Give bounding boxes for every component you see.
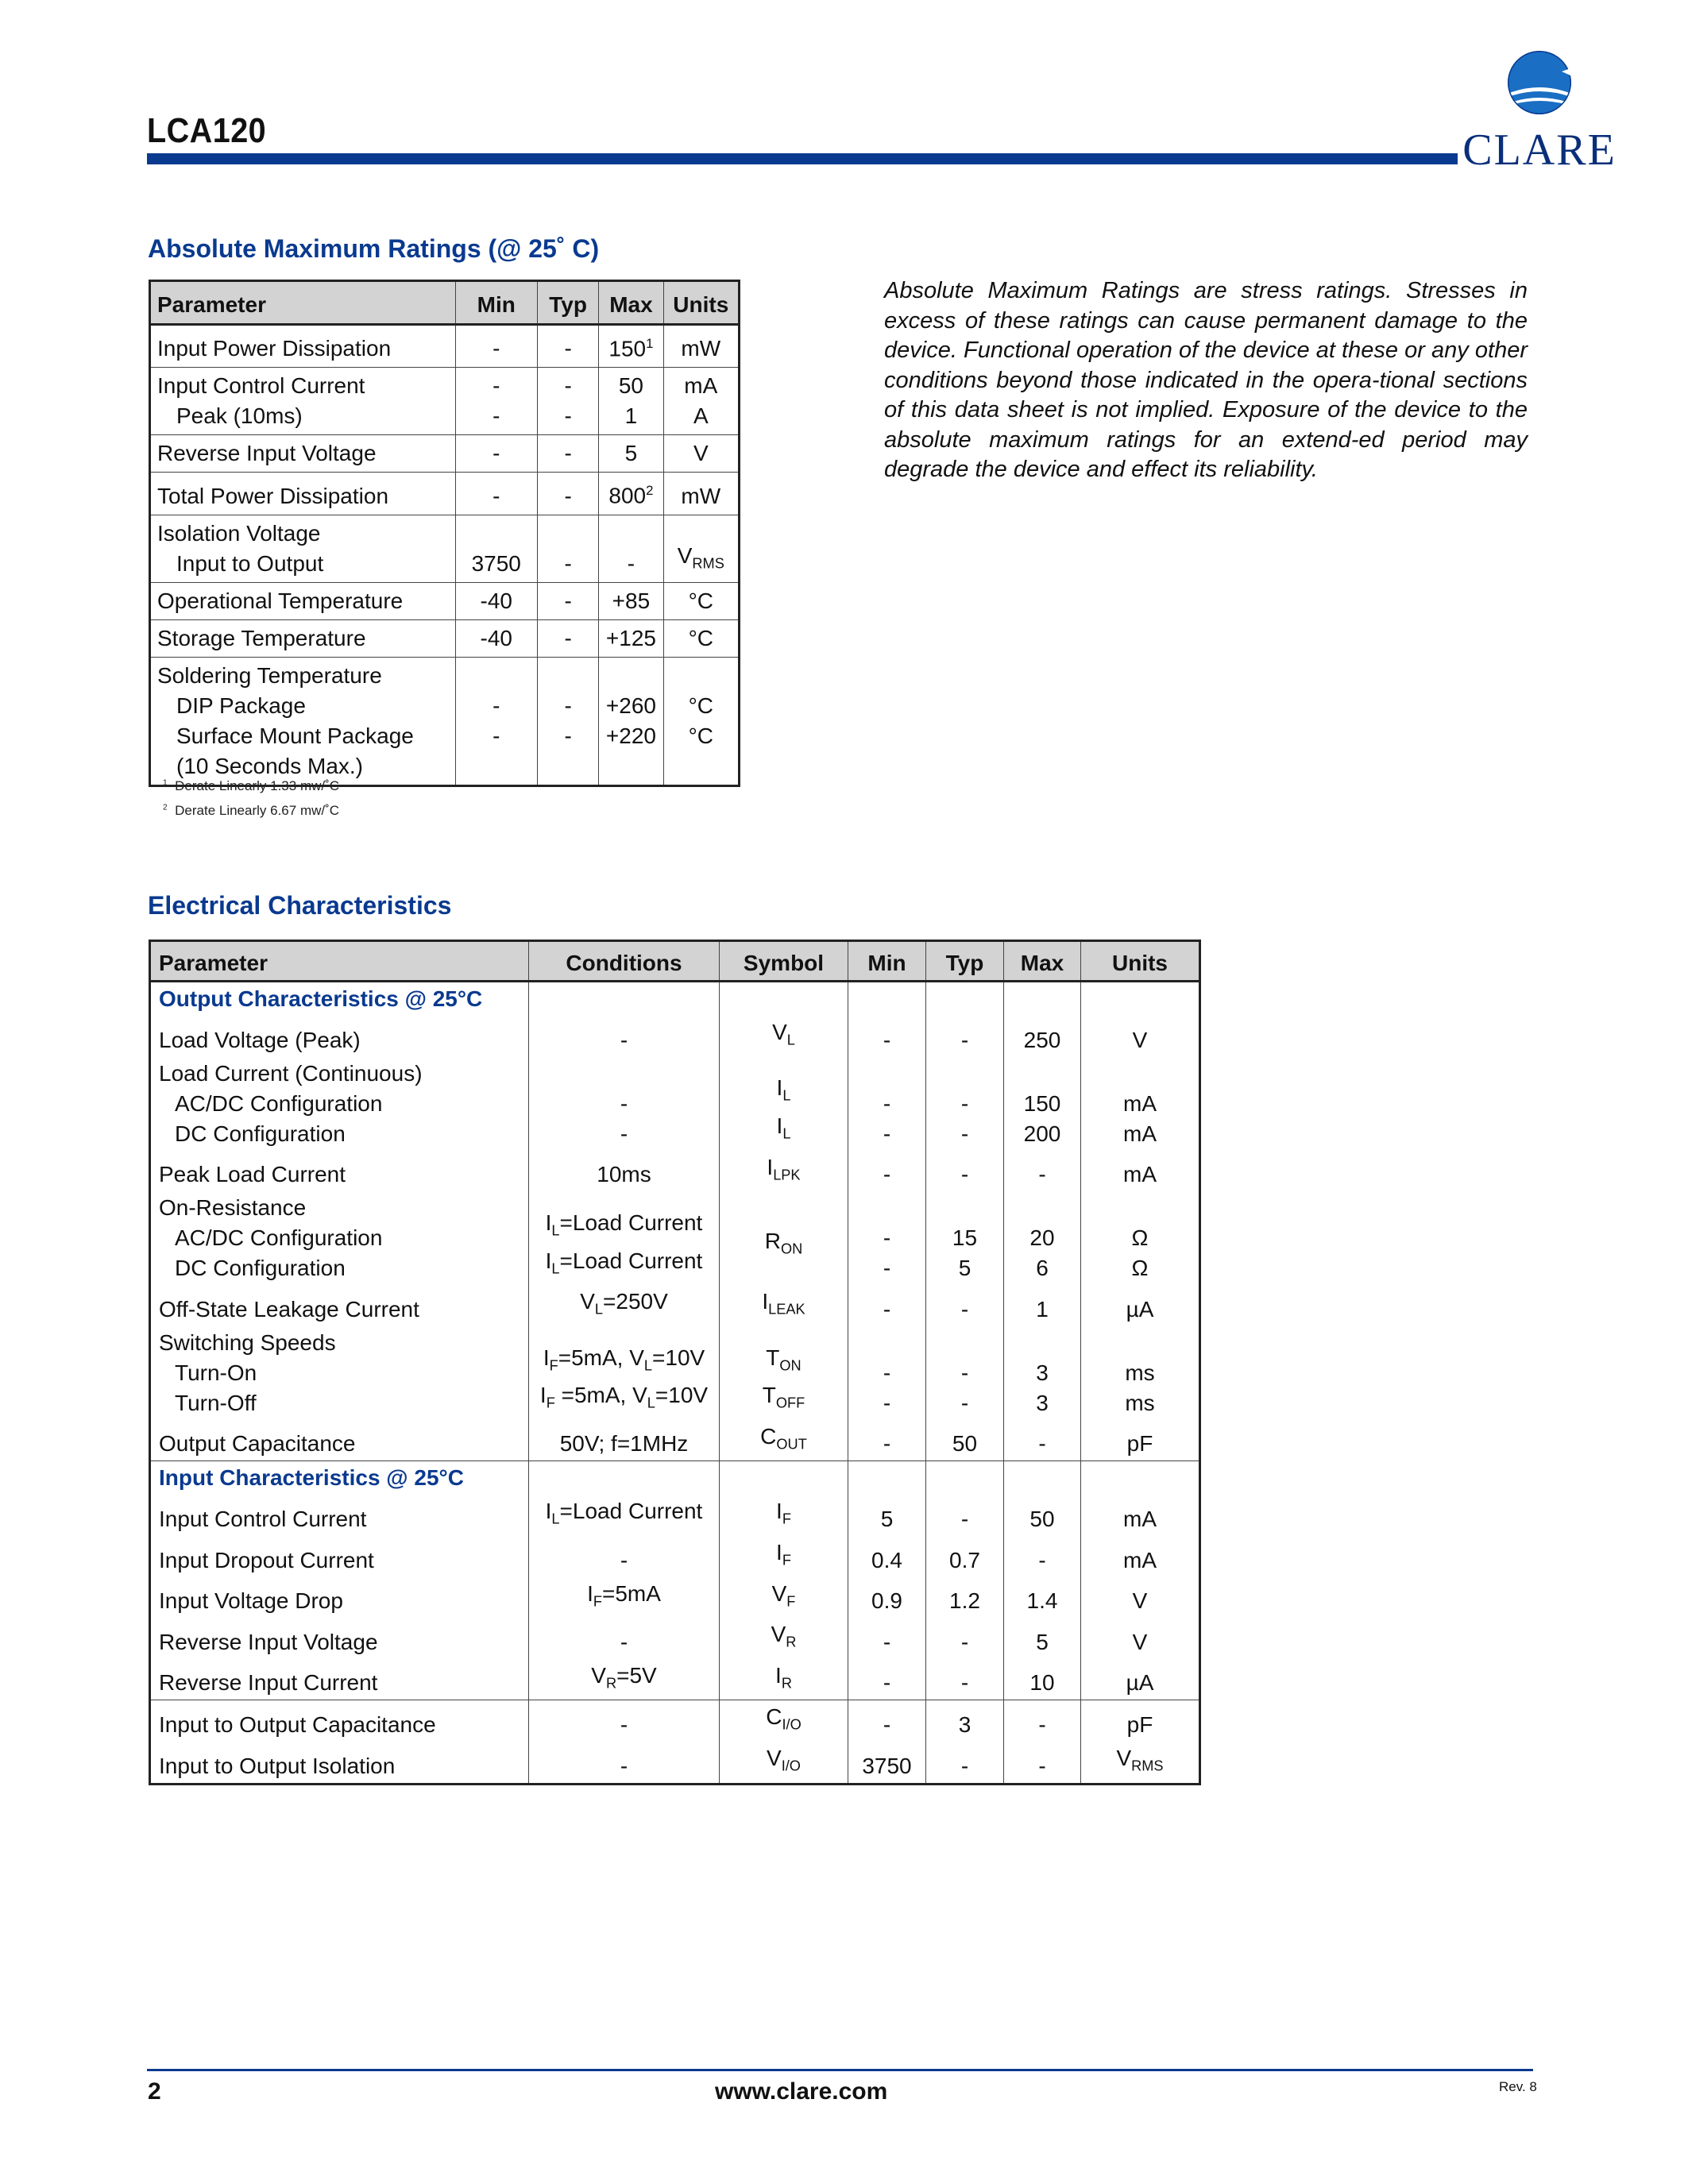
logo-wordmark: CLARE bbox=[1462, 125, 1617, 175]
sym-cell: $V_R$ bbox=[720, 1618, 848, 1659]
col-symbol: Symbol bbox=[720, 941, 848, 982]
param-cell: Soldering Temperature DIP Package Surface Mount Package (10 Seconds Max.) bbox=[150, 657, 456, 785]
table-row bbox=[150, 1151, 1200, 1192]
document-title: LCA120 bbox=[147, 111, 267, 150]
revision-label: Rev. 8 bbox=[1499, 2079, 1537, 2094]
cond-cell: - bbox=[529, 1016, 720, 1057]
ec-section-title: Electrical Characteristics bbox=[148, 891, 452, 920]
sym-cell: $C_{I/O}$ bbox=[720, 1700, 848, 1742]
sym-cell: $I_L$ $I_L$ bbox=[720, 1057, 848, 1151]
table-row bbox=[150, 1742, 1200, 1784]
units-cell: mW bbox=[663, 325, 739, 368]
typ-cell: - bbox=[926, 1742, 1004, 1784]
param-cell: Input Control Current bbox=[150, 1495, 529, 1536]
typ-cell: - bbox=[537, 582, 598, 619]
param-cell: Off-State Leakage Current bbox=[150, 1285, 529, 1326]
table-row bbox=[150, 515, 740, 582]
min-cell: - bbox=[455, 473, 537, 515]
param-cell: Input Control Current Peak (10ms) bbox=[150, 368, 456, 435]
amr-header-row bbox=[150, 281, 740, 325]
table-row bbox=[150, 1420, 1200, 1461]
max-cell: - bbox=[1004, 1151, 1081, 1192]
min-cell: 3750 bbox=[455, 515, 537, 582]
sym-cell: $I_R$ bbox=[720, 1659, 848, 1700]
table-row bbox=[150, 619, 740, 657]
min-cell: - - bbox=[455, 368, 537, 435]
max-cell: 20 6 bbox=[1004, 1191, 1081, 1285]
max-cell: 1.4 bbox=[1004, 1577, 1081, 1619]
param-cell: Reverse Input Current bbox=[150, 1659, 529, 1700]
min-cell: - - bbox=[455, 657, 537, 785]
table-row bbox=[150, 1326, 1200, 1420]
cond-cell: $V_R=5V$ bbox=[529, 1659, 720, 1700]
cond-cell: - bbox=[529, 1700, 720, 1742]
section-heading-row bbox=[150, 982, 1200, 1017]
typ-cell: 3 bbox=[926, 1700, 1004, 1742]
units-cell: V bbox=[663, 435, 739, 473]
sym-cell: $I_F$ bbox=[720, 1536, 848, 1577]
cond-cell: - - bbox=[529, 1057, 720, 1151]
units-cell: V bbox=[1081, 1618, 1200, 1659]
max-cell: 250 bbox=[1004, 1016, 1081, 1057]
min-cell: - - bbox=[848, 1326, 926, 1420]
min-cell: - bbox=[848, 1151, 926, 1192]
col-conditions: Conditions bbox=[529, 941, 720, 982]
col-parameter: Parameter bbox=[150, 941, 529, 982]
units-cell: °C bbox=[663, 619, 739, 657]
col-typ: Typ bbox=[537, 281, 598, 325]
units-cell: V bbox=[1081, 1016, 1200, 1057]
param-cell: Input to Output Capacitance bbox=[150, 1700, 529, 1742]
param-cell: Output Capacitance bbox=[150, 1420, 529, 1461]
table-row bbox=[150, 1285, 1200, 1326]
table-row bbox=[150, 435, 740, 473]
input-section-heading: Input Characteristics @ 25°C bbox=[150, 1461, 529, 1495]
col-max: Max bbox=[1004, 941, 1081, 982]
website-link[interactable]: www.clare.com bbox=[715, 2078, 888, 2105]
amr-table bbox=[149, 280, 740, 787]
param-cell: Input Dropout Current bbox=[150, 1536, 529, 1577]
max-cell: - bbox=[1004, 1742, 1081, 1784]
max-cell: 10 bbox=[1004, 1659, 1081, 1700]
table-row bbox=[150, 1618, 1200, 1659]
sym-cell: $C_{OUT}$ bbox=[720, 1420, 848, 1461]
max-cell: 5 bbox=[1004, 1618, 1081, 1659]
cond-cell: - bbox=[529, 1742, 720, 1784]
typ-cell: 50 bbox=[926, 1420, 1004, 1461]
sym-cell: $V_L$ bbox=[720, 1016, 848, 1057]
header-rule bbox=[147, 153, 1458, 164]
typ-cell: 15 5 bbox=[926, 1191, 1004, 1285]
units-cell: ms ms bbox=[1081, 1326, 1200, 1420]
min-cell: - bbox=[848, 1016, 926, 1057]
table-row bbox=[150, 1659, 1200, 1700]
min-cell: 3750 bbox=[848, 1742, 926, 1784]
min-cell: - bbox=[848, 1659, 926, 1700]
max-cell: +260 +220 bbox=[599, 657, 663, 785]
footnote-2: $^2$ Derate Linearly 6.67 mw/˚C bbox=[163, 803, 340, 818]
ec-table bbox=[149, 940, 1201, 1785]
param-cell: Input to Output Isolation bbox=[150, 1742, 529, 1784]
units-cell: µA bbox=[1081, 1659, 1200, 1700]
sym-cell: $V_F$ bbox=[720, 1577, 848, 1619]
min-cell: - bbox=[848, 1618, 926, 1659]
max-cell: 3 3 bbox=[1004, 1326, 1081, 1420]
min-cell: - bbox=[848, 1285, 926, 1326]
max-cell: +125 bbox=[599, 619, 663, 657]
table-row bbox=[150, 1700, 1200, 1742]
max-cell: 1 bbox=[1004, 1285, 1081, 1326]
units-cell: °C bbox=[663, 582, 739, 619]
table-row bbox=[150, 1016, 1200, 1057]
units-cell: mW bbox=[663, 473, 739, 515]
col-max: Max bbox=[599, 281, 663, 325]
param-cell: Switching Speeds Turn-On Turn-Off bbox=[150, 1326, 529, 1420]
sym-cell: $I_F$ bbox=[720, 1495, 848, 1536]
typ-cell: - bbox=[926, 1495, 1004, 1536]
max-cell: +85 bbox=[599, 582, 663, 619]
min-cell: -40 bbox=[455, 619, 537, 657]
table-row bbox=[150, 325, 740, 368]
param-cell: Operational Temperature bbox=[150, 582, 456, 619]
typ-cell: - bbox=[537, 473, 598, 515]
table-row bbox=[150, 657, 740, 785]
col-min: Min bbox=[848, 941, 926, 982]
units-cell: mA bbox=[1081, 1151, 1200, 1192]
cond-cell: - bbox=[529, 1536, 720, 1577]
min-cell: 0.4 bbox=[848, 1536, 926, 1577]
table-row bbox=[150, 1191, 1200, 1285]
sym-cell: $T_{ON}$ $T_{OFF}$ bbox=[720, 1326, 848, 1420]
param-cell: Load Voltage (Peak) bbox=[150, 1016, 529, 1057]
ec-header-row bbox=[150, 941, 1200, 982]
typ-cell: - - bbox=[926, 1326, 1004, 1420]
stress-ratings-note: Absolute Maximum Ratings are stress ratings. Stresses in excess of these ratings can cause permanent damage to the device. Functional operation of the device at these or any other conditions beyond those indicated in the opera-tional sections of this data sheet is not implied. Exposure of the device to the absolute maximum ratings for an extend-ed period may degrade the device and effect its reliability. bbox=[884, 278, 1528, 482]
min-cell: - bbox=[848, 1700, 926, 1742]
footnote-1: $^1$ Derate Linearly 1.33 mw/˚C bbox=[163, 778, 340, 793]
sym-cell: $I_{LEAK}$ bbox=[720, 1285, 848, 1326]
max-cell: - bbox=[1004, 1536, 1081, 1577]
cond-cell: 50V; f=1MHz bbox=[529, 1420, 720, 1461]
section-heading-row bbox=[150, 1461, 1200, 1495]
min-cell: - - bbox=[848, 1057, 926, 1151]
col-units: Units bbox=[1081, 941, 1200, 982]
amr-section-title: Absolute Maximum Ratings (@ 25˚ C) bbox=[148, 234, 600, 263]
units-cell: mA bbox=[1081, 1536, 1200, 1577]
max-cell: 50 1 bbox=[599, 368, 663, 435]
min-cell: 0.9 bbox=[848, 1577, 926, 1619]
table-row bbox=[150, 368, 740, 435]
cond-cell: - bbox=[529, 1618, 720, 1659]
cond-cell: $I_L=Load$ Current $I_L=Load$ Current bbox=[529, 1191, 720, 1285]
clare-logo bbox=[1460, 49, 1619, 176]
typ-cell: - bbox=[537, 619, 598, 657]
cond-cell: $V_L=250V$ bbox=[529, 1285, 720, 1326]
table-row bbox=[150, 1577, 1200, 1619]
cond-cell: $I_L=Load$ Current bbox=[529, 1495, 720, 1536]
units-cell: Ω Ω bbox=[1081, 1191, 1200, 1285]
units-cell: $V_{RMS}$ bbox=[663, 515, 739, 582]
sym-cell: $V_{I/O}$ bbox=[720, 1742, 848, 1784]
typ-cell: - bbox=[537, 515, 598, 582]
max-cell: 50 bbox=[1004, 1495, 1081, 1536]
max-cell: $800^2$ bbox=[599, 473, 663, 515]
globe-icon bbox=[1460, 49, 1619, 129]
typ-cell: - bbox=[537, 325, 598, 368]
typ-cell: - bbox=[926, 1285, 1004, 1326]
param-cell: Isolation Voltage Input to Output bbox=[150, 515, 456, 582]
param-cell: Reverse Input Voltage bbox=[150, 435, 456, 473]
footer-rule bbox=[147, 2069, 1533, 2071]
units-cell: pF bbox=[1081, 1700, 1200, 1742]
param-cell: Load Current (Continuous) AC/DC Configuration DC Configuration bbox=[150, 1057, 529, 1151]
table-row bbox=[150, 473, 740, 515]
table-row bbox=[150, 1495, 1200, 1536]
typ-cell: - - bbox=[926, 1057, 1004, 1151]
units-cell: mA A bbox=[663, 368, 739, 435]
typ-cell: - bbox=[926, 1659, 1004, 1700]
param-cell: On-Resistance AC/DC Configuration DC Configuration bbox=[150, 1191, 529, 1285]
sym-cell: $R_{ON}$ bbox=[720, 1191, 848, 1285]
typ-cell: - - bbox=[537, 657, 598, 785]
typ-cell: - bbox=[926, 1618, 1004, 1659]
max-cell: - bbox=[1004, 1420, 1081, 1461]
output-section-heading: Output Characteristics @ 25°C bbox=[150, 982, 529, 1017]
col-typ: Typ bbox=[926, 941, 1004, 982]
max-cell: 150 200 bbox=[1004, 1057, 1081, 1151]
min-cell: - bbox=[455, 325, 537, 368]
cond-cell: 10ms bbox=[529, 1151, 720, 1192]
col-min: Min bbox=[455, 281, 537, 325]
page-number: 2 bbox=[148, 2078, 161, 2105]
typ-cell: - bbox=[926, 1016, 1004, 1057]
min-cell: 5 bbox=[848, 1495, 926, 1536]
units-cell: V bbox=[1081, 1577, 1200, 1619]
param-cell: Total Power Dissipation bbox=[150, 473, 456, 515]
col-parameter: Parameter bbox=[150, 281, 456, 325]
max-cell: - bbox=[599, 515, 663, 582]
param-cell: Reverse Input Voltage bbox=[150, 1618, 529, 1659]
min-cell: -40 bbox=[455, 582, 537, 619]
max-cell: 5 bbox=[599, 435, 663, 473]
cond-cell: $I_F=5mA$, $V_L=10V$ $I_F =5mA$, $V_L=10V$ bbox=[529, 1326, 720, 1420]
typ-cell: - bbox=[926, 1151, 1004, 1192]
sym-cell: $I_{LPK}$ bbox=[720, 1151, 848, 1192]
param-cell: Storage Temperature bbox=[150, 619, 456, 657]
max-cell: $150^1$ bbox=[599, 325, 663, 368]
table-row bbox=[150, 582, 740, 619]
units-cell: mA mA bbox=[1081, 1057, 1200, 1151]
max-cell: - bbox=[1004, 1700, 1081, 1742]
table-row bbox=[150, 1057, 1200, 1151]
units-cell: pF bbox=[1081, 1420, 1200, 1461]
col-units: Units bbox=[663, 281, 739, 325]
table-row bbox=[150, 1536, 1200, 1577]
typ-cell: 1.2 bbox=[926, 1577, 1004, 1619]
typ-cell: - - bbox=[537, 368, 598, 435]
param-cell: Peak Load Current bbox=[150, 1151, 529, 1192]
units-cell: °C °C bbox=[663, 657, 739, 785]
min-cell: - bbox=[455, 435, 537, 473]
cond-cell: $I_F=5mA$ bbox=[529, 1577, 720, 1619]
min-cell: - - bbox=[848, 1191, 926, 1285]
param-cell: Input Voltage Drop bbox=[150, 1577, 529, 1619]
typ-cell: - bbox=[537, 435, 598, 473]
units-cell: mA bbox=[1081, 1495, 1200, 1536]
param-cell: Input Power Dissipation bbox=[150, 325, 456, 368]
units-cell: $V_{RMS}$ bbox=[1081, 1742, 1200, 1784]
units-cell: µA bbox=[1081, 1285, 1200, 1326]
min-cell: - bbox=[848, 1420, 926, 1461]
typ-cell: 0.7 bbox=[926, 1536, 1004, 1577]
